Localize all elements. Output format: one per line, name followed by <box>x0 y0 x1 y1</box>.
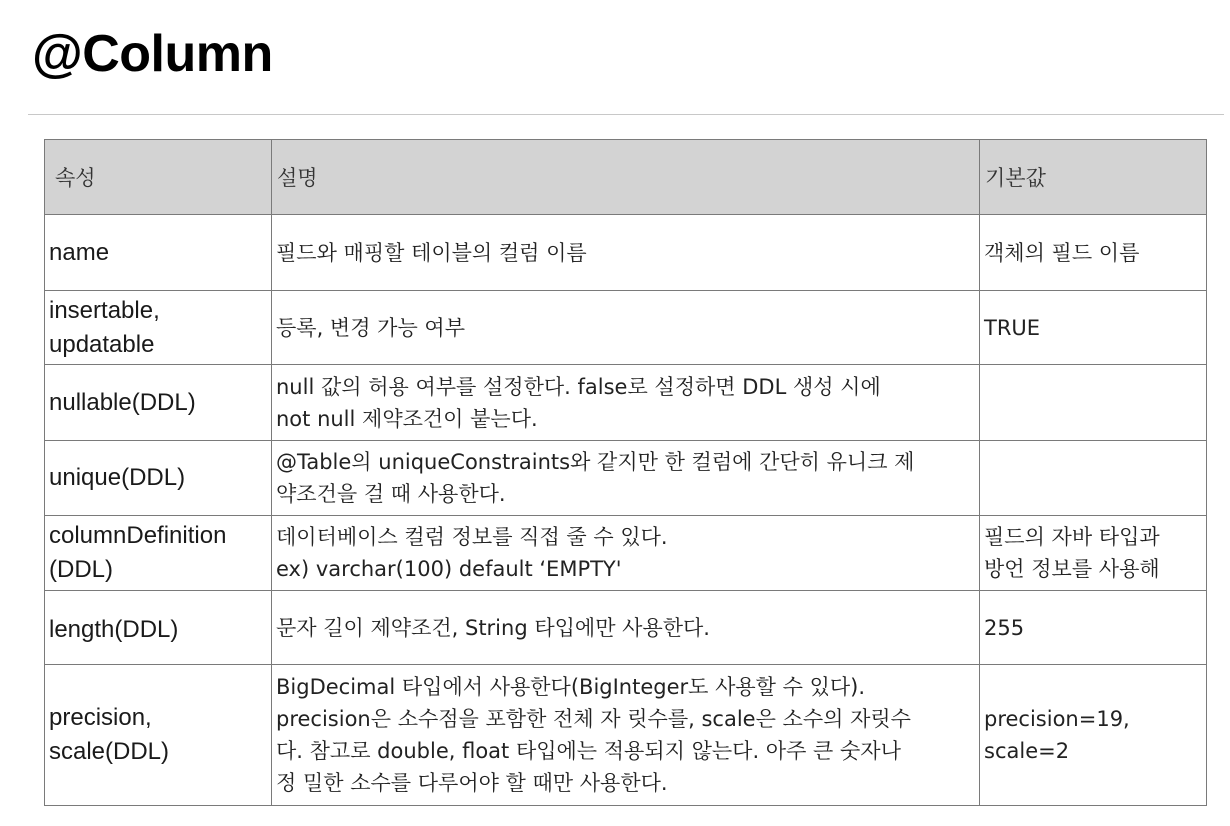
property-text: name <box>49 238 110 266</box>
row-description <box>272 665 980 806</box>
title-divider <box>28 114 1224 115</box>
property-text: precision, <box>49 704 152 731</box>
page-title: @Column <box>32 25 273 83</box>
row-description <box>272 591 980 665</box>
default-text: 255 <box>984 615 1025 640</box>
row-description <box>272 215 980 291</box>
row-description <box>272 365 980 441</box>
property-text: updatable <box>49 330 155 358</box>
description-text: null 값의 허용 여부를 설정한다. false로 설정하면 DDL 생성 시에 <box>276 374 881 399</box>
row-default <box>980 215 1207 291</box>
description-text: 데이터베이스 컬럼 정보를 직접 줄 수 있다. <box>276 525 668 549</box>
description-text: not null 제약조건이 붙는다. <box>276 406 538 431</box>
default-text: 객체의 필드 이름 <box>984 240 1140 265</box>
property-text: nullable(DDL) <box>49 388 196 416</box>
description-text: 다. 참고로 double, float 타입에는 적용되지 않는다. 아주 큰 숫자나 <box>276 739 901 763</box>
row-default <box>980 665 1207 806</box>
description-text: ex) varchar(100) default ‘EMPTY' <box>276 557 622 581</box>
row-default <box>980 591 1207 665</box>
table-row <box>45 291 1207 365</box>
property-text: scale(DDL) <box>49 738 170 765</box>
column-attributes-table <box>44 139 1207 806</box>
description-text: 문자 길이 제약조건, String 타입에만 사용한다. <box>276 615 710 640</box>
default-text: 필드의 자바 타입과 <box>984 525 1160 549</box>
description-text: BigDecimal 타입에서 사용한다(BigInteger도 사용할 수 있다). <box>276 675 866 699</box>
table-row <box>45 365 1207 441</box>
header-attribute: 속성 <box>45 140 272 215</box>
description-text: @Table의 uniqueConstraints와 같지만 한 컬럼에 간단히 유니크 제 <box>276 450 915 474</box>
row-property <box>45 291 272 365</box>
default-text: 방언 정보를 사용해 <box>984 557 1160 581</box>
row-default <box>980 291 1207 365</box>
table-row <box>45 665 1207 806</box>
header-description: 설명 <box>272 140 980 215</box>
default-text: TRUE <box>984 315 1041 340</box>
description-text: 정 밀한 소수를 다루어야 할 때만 사용한다. <box>276 771 668 795</box>
default-text: scale=2 <box>984 739 1070 763</box>
row-property <box>45 665 272 806</box>
property-text: unique(DDL) <box>49 464 186 491</box>
row-property <box>45 441 272 516</box>
row-default <box>980 516 1207 591</box>
property-text: insertable, <box>49 296 160 324</box>
row-description <box>272 441 980 516</box>
header-default-value: 기본값 <box>980 140 1207 215</box>
row-default <box>980 365 1207 441</box>
row-default <box>980 441 1207 516</box>
property-text: (DDL) <box>49 556 113 583</box>
table-row <box>45 215 1207 291</box>
default-text: precision=19, <box>984 707 1130 731</box>
row-property <box>45 215 272 291</box>
row-description <box>272 291 980 365</box>
table-row <box>45 591 1207 665</box>
table-row <box>45 516 1207 591</box>
description-text: 약조건을 걸 때 사용한다. <box>276 482 506 506</box>
row-description <box>272 516 980 591</box>
description-text: precision은 소수점을 포함한 전체 자 릿수를, scale은 소수의 자릿수 <box>276 707 911 731</box>
row-property <box>45 516 272 591</box>
property-text: length(DDL) <box>49 615 179 643</box>
property-text: columnDefinition <box>49 522 227 549</box>
row-property <box>45 591 272 665</box>
table-header-row <box>45 140 1207 215</box>
table-row <box>45 441 1207 516</box>
row-property <box>45 365 272 441</box>
description-text: 등록, 변경 가능 여부 <box>276 315 465 340</box>
description-text: 필드와 매핑할 테이블의 컬럼 이름 <box>276 240 587 265</box>
